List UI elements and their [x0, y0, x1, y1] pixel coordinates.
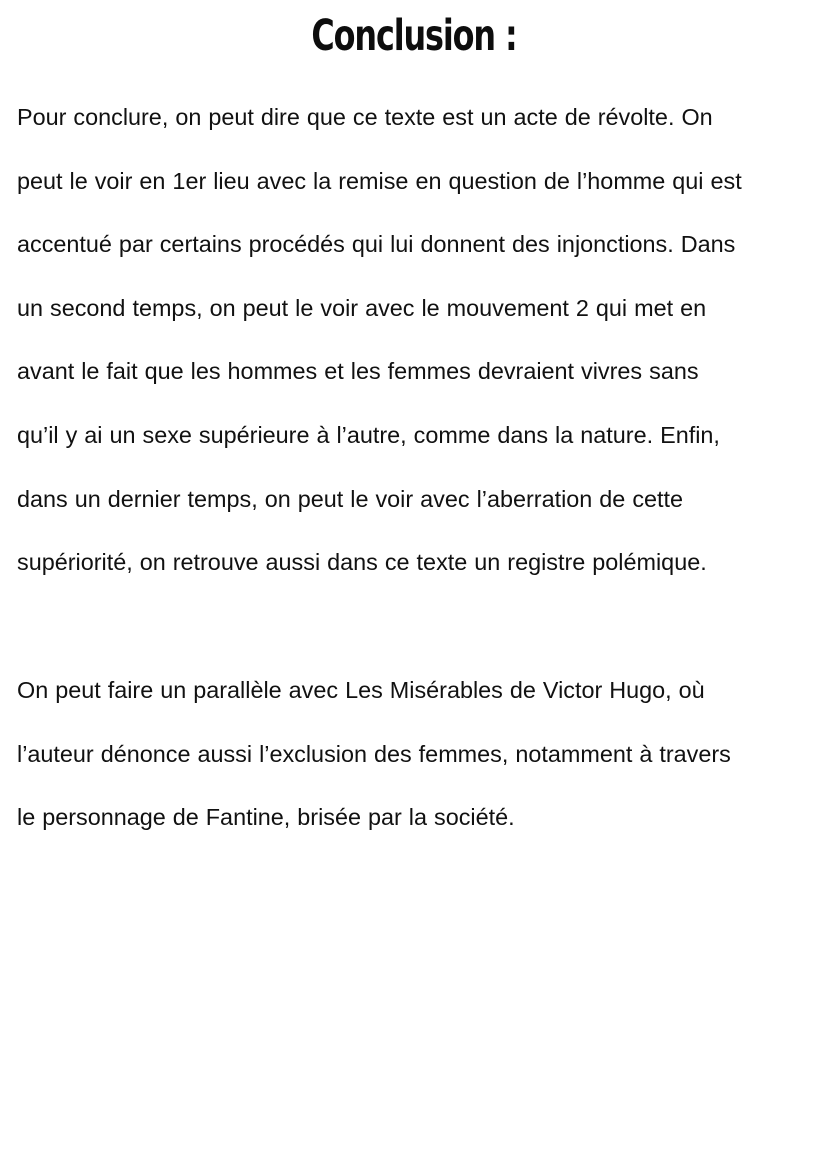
conclusion-paragraph-1 — [17, 86, 812, 595]
paragraph-line: On peut faire un parallèle avec Les Misérables de Victor Hugo, où — [17, 677, 705, 703]
paragraph-line: peut le voir en 1er lieu avec la remise en question de l’homme qui est — [17, 167, 742, 194]
paragraph-line: qu’il y ai un sexe supérieure à l’autre, comme dans la nature. Enfin, — [17, 421, 720, 448]
paragraph-line: le personnage de Fantine, brisée par la société. — [17, 804, 515, 831]
paragraph-line: avant le fait que les hommes et les femmes devraient vivres sans — [17, 358, 699, 385]
paragraph-line: dans un dernier temps, on peut le voir avec l’aberration de cette — [17, 485, 684, 512]
paragraph-line: l’auteur dénonce aussi l’exclusion des femmes, notamment à travers — [17, 740, 731, 767]
paragraph-line: supériorité, on retrouve aussi dans ce texte un registre polémique. — [17, 549, 707, 576]
paragraph-line: Pour conclure, on peut dire que ce texte est un acte de révolte. On — [17, 104, 713, 130]
paragraph-line: un second temps, on peut le voir avec le mouvement 2 qui met en — [17, 294, 707, 321]
conclusion-paragraph-2 — [17, 659, 812, 850]
paragraph-line: accentué par certains procédés qui lui donnent des injonctions. Dans — [17, 231, 736, 258]
page-title: Conclusion : — [311, 11, 517, 61]
